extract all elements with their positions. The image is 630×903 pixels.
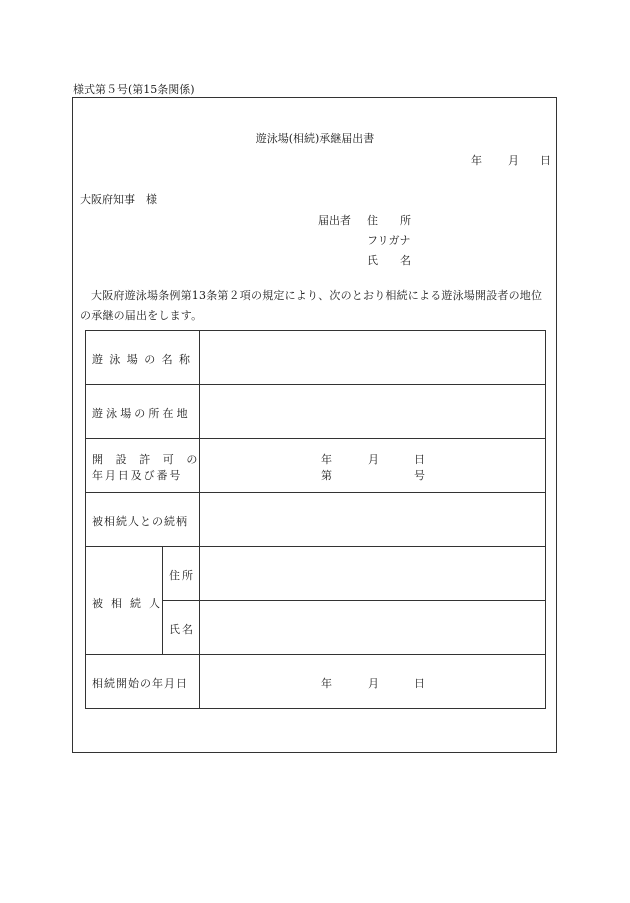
row-divider bbox=[86, 438, 545, 439]
notification-table bbox=[85, 330, 546, 709]
document-title: 遊泳場(相続)承継届出書 bbox=[255, 132, 375, 145]
decedent-name-label: 氏名 bbox=[169, 623, 195, 636]
inheritance-start-label: 相続開始の年月日 bbox=[92, 677, 188, 690]
permit-label-line2: 年月日及び番号 bbox=[92, 469, 183, 482]
notifier-label: 届出者 bbox=[318, 214, 351, 227]
permit-number-prefix: 第 bbox=[321, 469, 332, 482]
body-text: 大阪府遊泳場条例第13条第２項の規定により、次のとおり相続による遊泳場開設者の地位の承継の届出をします。 bbox=[80, 289, 543, 322]
decedent-label: 被相続人 bbox=[92, 597, 168, 610]
notifier-name-label: 氏 名 bbox=[367, 254, 411, 267]
permit-number-suffix: 号 bbox=[414, 469, 425, 482]
notifier-furigana-label: フリガナ bbox=[367, 234, 411, 247]
permit-day-marker: 日 bbox=[414, 453, 425, 466]
notifier-address-label: 住 所 bbox=[367, 214, 411, 227]
date-day-label: 日 bbox=[540, 154, 551, 167]
row-divider bbox=[86, 654, 545, 655]
date-year-label: 年 bbox=[471, 154, 482, 167]
start-day-marker: 日 bbox=[414, 677, 425, 690]
form-number: 様式第５号(第15条関係) bbox=[73, 83, 195, 96]
start-month-marker: 月 bbox=[368, 677, 379, 690]
pool-location-label: 遊泳場の所在地 bbox=[92, 407, 191, 420]
pool-location-field[interactable] bbox=[200, 385, 545, 438]
relationship-field[interactable] bbox=[200, 493, 545, 546]
permit-year-marker: 年 bbox=[321, 453, 332, 466]
pool-name-label: 遊泳場の名称 bbox=[92, 353, 197, 366]
start-year-marker: 年 bbox=[321, 677, 332, 690]
addressee: 大阪府知事 様 bbox=[80, 193, 157, 206]
decedent-address-label: 住所 bbox=[169, 569, 195, 582]
date-month-label: 月 bbox=[508, 154, 519, 167]
decedent-name-field[interactable] bbox=[200, 601, 545, 654]
permit-month-marker: 月 bbox=[368, 453, 379, 466]
permit-label-line1: 開設許可の bbox=[92, 453, 210, 466]
pool-name-field[interactable] bbox=[200, 331, 545, 384]
decedent-address-field[interactable] bbox=[200, 547, 545, 600]
relationship-label: 被相続人との続柄 bbox=[92, 515, 188, 528]
